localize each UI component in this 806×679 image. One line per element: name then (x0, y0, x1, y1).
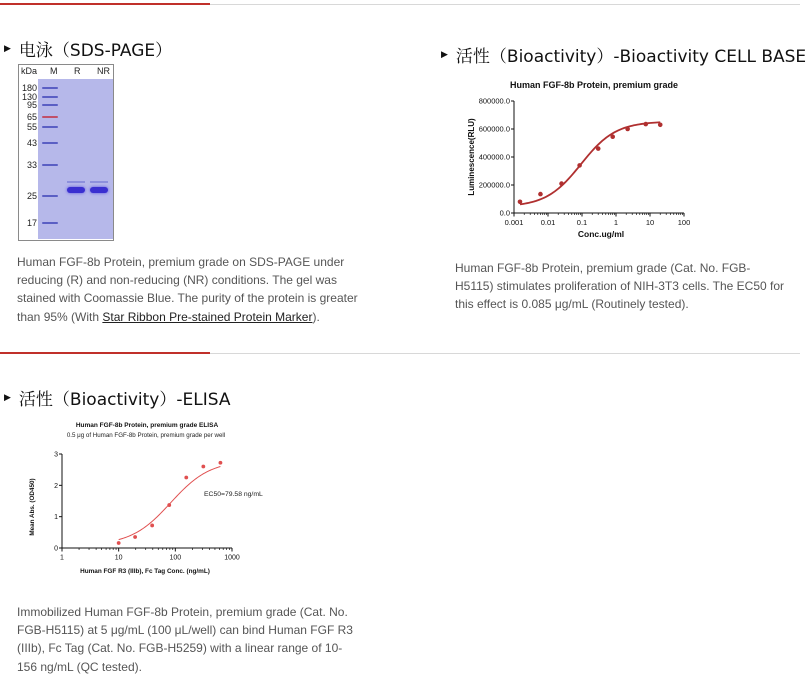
marker-43: 43 (26, 138, 37, 148)
data-point (167, 503, 171, 507)
ec50-annotation: EC50=79.58 ng/mL (204, 491, 263, 498)
elisa-section-title (4, 385, 230, 410)
ladder-band (42, 104, 58, 106)
ladder-band (42, 195, 58, 197)
y-tick-label: 0.0 (499, 208, 510, 218)
cell-description: Human FGF-8b Protein, premium grade (Cat. No. FGB-H5115) stimulates proliferation of NIH-3T3 cells. The EC50 for this effect is 0.085 μg/mL (Routinely tested). (455, 261, 785, 312)
top-accent-bar (0, 3, 210, 5)
data-point (538, 192, 543, 197)
sds-description-text: Human FGF-8b Protein, premium grade on SDS-PAGE under reducing (R) and non-reducing (NR) conditions. The gel was stained with Coomassie Blue. The purity of the protein is greater than 95% (With (17, 255, 358, 324)
y-tick-label: 400000.0 (478, 152, 510, 162)
data-point (610, 134, 615, 139)
section-accent-bar (0, 352, 210, 354)
gel-label-nonreducing: NR (97, 66, 110, 76)
fit-curve (119, 467, 221, 540)
faint-band (90, 181, 108, 183)
gel-label-marker: M (50, 66, 58, 76)
data-point (184, 476, 188, 480)
elisa-description: Immobilized Human FGF-8b Protein, premium grade (Cat. No. FGB-H5115) at 5 μg/mL (100 μL/well) can bind Human FGF R3 (IIIb), Fc Tag (Cat. No. FGB-H5259) with a linear range of 10-156 ng/mL (QC tested). (17, 605, 353, 674)
gel-plate (38, 79, 113, 239)
nonreducing-protein-band (90, 187, 108, 193)
ladder-band (42, 164, 58, 166)
x-tick-label: 0.1 (576, 218, 588, 227)
y-tick-label: 1 (54, 514, 58, 522)
sds-page-gel-image (18, 64, 114, 241)
bullet-triangle-icon: ▶ (4, 44, 11, 54)
cell-bioactivity-chart (462, 74, 702, 244)
y-tick-label: 800000.0 (478, 96, 510, 106)
elisa-title-text: 活性（Bioactivity）-ELISA (18, 390, 231, 410)
x-tick-label: 10 (645, 218, 655, 227)
sds-description (17, 253, 362, 326)
ladder-band (42, 96, 58, 98)
y-axis-label: Luminescence(RLU) (467, 118, 476, 196)
marker-55: 55 (26, 122, 37, 132)
bullet-triangle-icon: ▶ (4, 393, 11, 403)
x-tick-label: 10 (114, 554, 123, 562)
marker-180: 180 (21, 83, 37, 93)
elisa-chart (22, 418, 263, 578)
x-tick-label: 0.001 (504, 218, 524, 227)
y-tick-label: 600000.0 (478, 124, 510, 134)
y-tick-label: 2 (54, 482, 58, 490)
x-tick-label: 1 (613, 218, 619, 227)
x-axis-label: Human FGF R3 (IIIb), Fc Tag Conc. (ng/mL) (80, 568, 210, 575)
sds-title-text: 电泳（SDS-PAGE） (18, 41, 173, 61)
gel-label-kda: kDa (21, 66, 38, 76)
marker-130: 130 (21, 92, 37, 102)
data-point (643, 122, 648, 127)
x-tick-label: 100 (169, 554, 182, 562)
marker-25: 25 (26, 191, 37, 201)
x-axis-label: Conc.ug/ml (577, 229, 625, 239)
data-point (518, 200, 523, 205)
y-tick-label: 0 (54, 545, 58, 553)
x-tick-label: 0.01 (540, 218, 556, 227)
chart-subtitle: 0.5 μg of Human FGF-8b Protein, premium grade per well (66, 432, 226, 439)
data-point (596, 146, 601, 151)
chart-title: Human FGF-8b Protein, premium grade ELISA (75, 422, 219, 429)
ladder-band (42, 116, 58, 118)
y-tick-label: 200000.0 (478, 180, 510, 190)
x-tick-label: 1 (60, 554, 64, 562)
ladder-band (42, 87, 58, 89)
sds-description-end: ). (312, 309, 320, 324)
data-point (150, 524, 154, 528)
data-point (625, 127, 630, 132)
data-point (117, 541, 121, 545)
marker-17: 17 (26, 218, 37, 228)
y-tick-label: 3 (54, 451, 58, 459)
cell-title-text: 活性（Bioactivity）-Bioactivity CELL BASE (455, 47, 806, 67)
marker-95: 95 (26, 100, 37, 110)
faint-band (67, 181, 85, 183)
bullet-triangle-icon: ▶ (441, 50, 448, 60)
ladder-band (42, 222, 58, 224)
gel-label-reducing: R (74, 66, 81, 76)
data-point (201, 465, 205, 469)
data-point (219, 461, 223, 465)
ladder-band (42, 126, 58, 128)
marker-65: 65 (26, 112, 37, 122)
data-point (559, 181, 564, 186)
chart-title: Human FGF-8b Protein, premium grade (509, 80, 679, 90)
x-tick-label: 100 (677, 218, 691, 227)
star-ribbon-marker-link[interactable]: Star Ribbon Pre-stained Protein Marker (102, 309, 313, 324)
y-axis-label: Mean Abs. (OD450) (29, 478, 36, 536)
ladder-band (42, 142, 58, 144)
sds-section-title (4, 36, 172, 61)
data-point (658, 123, 663, 128)
x-tick-label: 1000 (224, 554, 240, 562)
reducing-protein-band (67, 187, 85, 193)
data-point (577, 163, 582, 168)
data-point (133, 535, 137, 539)
cell-section-title (441, 42, 806, 67)
marker-33: 33 (26, 160, 37, 170)
